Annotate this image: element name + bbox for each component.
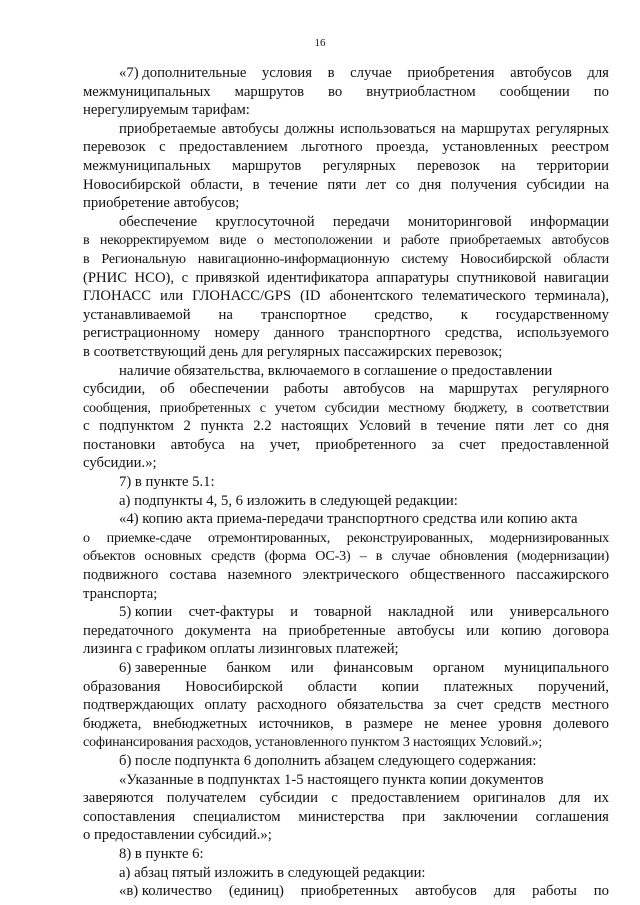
text-line <box>83 138 609 157</box>
word: во <box>328 83 343 100</box>
word: банком <box>226 660 271 676</box>
text-line <box>83 454 609 473</box>
text-line <box>83 324 609 343</box>
word: приобретенного <box>315 436 417 453</box>
word: предоставленной <box>501 436 609 453</box>
word: автобусов <box>510 65 572 81</box>
text-line <box>83 120 609 139</box>
text-line <box>83 826 609 845</box>
text-line <box>83 845 609 864</box>
word: на <box>218 306 233 323</box>
line-text: о предоставлении субсидий.»; <box>83 827 272 844</box>
text-line <box>83 250 609 269</box>
text-line <box>83 733 609 752</box>
line-text: субсидии, об обеспечении работы автобусов на маршрутах регулярного <box>83 381 609 398</box>
word: Новосибирской <box>185 678 283 695</box>
word: финансовым <box>333 660 414 676</box>
word: межмуниципальных <box>83 83 211 100</box>
line-text: б) после подпункта 6 дополнить абзацем следующего содержания: <box>119 752 537 769</box>
word: органом <box>432 660 485 676</box>
text-line <box>83 436 609 455</box>
line-text: а) подпункты 4, 5, 6 изложить в следующей редакции: <box>119 492 458 509</box>
line-text: о приемке-сдаче отремонтированных, реконструированных, модернизированных <box>83 529 609 546</box>
text-line <box>83 157 609 176</box>
word: автобусов <box>415 883 477 900</box>
word: 6) заверенные <box>119 660 207 676</box>
text-line <box>83 64 609 83</box>
text-line <box>83 789 609 808</box>
word: территории <box>536 157 609 174</box>
word: мониторинговой <box>407 213 512 230</box>
text-line <box>83 678 609 697</box>
word: министерства <box>298 808 385 825</box>
word: (единиц) <box>228 883 284 900</box>
text-line <box>83 417 609 436</box>
line-text: 8) в пункте 6: <box>119 845 204 862</box>
word: на <box>240 436 255 453</box>
text-line <box>83 640 609 659</box>
text-line <box>83 864 609 883</box>
line-text: объектов основных средств (форма ОС-3) – в случае обновления (модернизации) <box>83 548 609 565</box>
word: «в) количество <box>119 883 212 900</box>
word: «7) дополнительные <box>119 65 247 81</box>
word: 5) копии <box>119 604 173 621</box>
text-line <box>83 194 609 213</box>
line-text: бюджета, внебюджетных источников, в размере не менее уровня долевого <box>83 715 609 732</box>
word: при <box>402 808 426 825</box>
text-line <box>83 287 609 306</box>
word: для <box>493 883 516 900</box>
word: копии <box>381 678 419 695</box>
word: информации <box>530 213 609 230</box>
line-text: «4) копию акта приема-передачи транспортного средства или копию акта <box>119 511 578 528</box>
word: средство, <box>374 306 433 323</box>
word: накладной <box>387 604 454 621</box>
word: на <box>501 157 516 174</box>
word: для <box>587 65 609 81</box>
text-line <box>83 715 609 734</box>
text-line <box>83 566 609 585</box>
word: платежных <box>443 678 514 695</box>
line-text: субсидии.»; <box>83 455 157 472</box>
text-line <box>83 510 609 529</box>
text-line <box>83 622 609 641</box>
word: маршрутов <box>232 157 302 174</box>
line-text: заверяются получателем субсидии с предоставлением оригиналов для их <box>83 790 609 807</box>
body-text <box>83 64 609 901</box>
word: товарной <box>314 604 372 621</box>
word: передачи <box>332 213 390 230</box>
word: образования <box>83 678 161 695</box>
text-line <box>83 529 609 548</box>
line-text: в соответствующий день для регулярных пассажирских перевозок; <box>83 343 503 360</box>
word: круглосуточной <box>215 213 315 230</box>
word: счет <box>459 436 486 453</box>
text-line <box>83 473 609 492</box>
line-text: лизинга с графиком оплаты лизинговых платежей; <box>83 641 399 658</box>
word: за <box>431 436 444 453</box>
text-line <box>83 101 609 120</box>
text-line <box>83 659 609 678</box>
text-line <box>83 343 609 362</box>
word: универсального <box>509 604 609 621</box>
text-line <box>83 231 609 250</box>
word: в <box>327 65 335 81</box>
word: муниципального <box>504 660 609 676</box>
line-text: а) абзац пятый изложить в следующей редакции: <box>119 864 426 881</box>
word: автобуса <box>170 436 225 453</box>
word: устанавливаемой <box>83 306 191 323</box>
line-text: передаточного документа на приобретенные автобусы или копию договора <box>83 622 609 639</box>
line-text: (РНИС НСО), с привязкой идентификатора аппаратуры спутниковой навигации <box>83 269 609 286</box>
line-text: в Региональную навигационно-информационную систему Новосибирской области <box>83 250 609 267</box>
text-line <box>83 808 609 827</box>
text-line <box>83 547 609 566</box>
word: по <box>593 883 609 900</box>
line-text: ГЛОНАСС или ГЛОНАСС/GPS (ID абонентского телематического терминала), <box>83 288 609 305</box>
word: и <box>290 604 298 621</box>
word: приобретения <box>407 65 495 81</box>
text-line <box>83 176 609 195</box>
word: транспортное <box>260 306 347 323</box>
word: учет, <box>269 436 301 453</box>
word: или <box>470 604 494 621</box>
word: или <box>290 660 314 676</box>
line-text: подтверждающих оплату расходного обязательства за счет средств местного <box>83 697 609 714</box>
text-line <box>83 603 609 622</box>
text-line <box>83 752 609 771</box>
word: межмуниципальных <box>83 157 211 174</box>
line-text: сообщения, приобретенных с учетом субсидии местному бюджету, в соответствии <box>83 399 609 416</box>
word: счет-фактуры <box>188 604 274 621</box>
text-line <box>83 83 609 102</box>
text-line <box>83 696 609 715</box>
word: перевозок <box>417 157 480 174</box>
word: регулярных <box>322 157 396 174</box>
word: постановки <box>83 436 156 453</box>
line-text: приобретение автобусов; <box>83 195 240 212</box>
word: сопоставления <box>83 808 176 825</box>
line-text: нерегулируемым тарифам: <box>83 102 250 119</box>
line-text: в некорректируемом виде о местоположении и работе приобретаемых автобусов <box>83 232 609 249</box>
word: по <box>593 83 609 100</box>
line-text: Новосибирской области, в течение пяти лет со дня получения субсидии на <box>83 176 609 193</box>
word: области <box>307 678 357 695</box>
word: внутриобластном <box>366 83 476 100</box>
line-text: приобретаемые автобусы должны использоваться на маршрутах регулярных <box>119 120 609 137</box>
word: государственному <box>495 306 609 323</box>
line-text: транспорта; <box>83 585 158 602</box>
word: специалистом <box>193 808 281 825</box>
text-line <box>83 399 609 418</box>
page-number: 16 <box>314 37 326 49</box>
word: работы <box>532 883 577 900</box>
word: случае <box>350 65 392 81</box>
text-line <box>83 882 609 901</box>
text-line <box>83 213 609 232</box>
text-line <box>83 269 609 288</box>
line-text: подвижного состава наземного электрического общественного пассажирского <box>83 567 609 584</box>
word: заключении <box>443 808 518 825</box>
line-text: 7) в пункте 5.1: <box>119 474 215 491</box>
text-line <box>83 771 609 790</box>
text-line <box>83 492 609 511</box>
word: сообщении <box>499 83 570 100</box>
text-line <box>83 585 609 604</box>
word: условия <box>261 65 313 81</box>
word: соглашения <box>535 808 609 825</box>
word: к <box>460 306 468 323</box>
line-text: софинансирования расходов, установленного пунктом 3 настоящих Условий.»; <box>83 734 543 751</box>
word: поручений, <box>538 678 609 695</box>
text-line <box>83 362 609 381</box>
line-text: перевозок с предоставлением льготного проезда, установленных реестром <box>83 139 609 156</box>
text-line <box>83 380 609 399</box>
line-text: с подпунктом 2 пункта 2.2 настоящих Условий в течение пяти лет со дня <box>83 418 609 435</box>
word: приобретенных <box>300 883 399 900</box>
line-text: наличие обязательства, включаемого в соглашение о предоставлении <box>119 362 553 379</box>
line-text: регистрационному номеру данного транспортного средства, используемого <box>83 325 609 342</box>
line-text: «Указанные в подпунктах 1-5 настоящего пункта копии документов <box>119 771 544 788</box>
text-line <box>83 306 609 325</box>
word: обеспечение <box>119 213 198 230</box>
word: маршрутов <box>234 83 305 100</box>
